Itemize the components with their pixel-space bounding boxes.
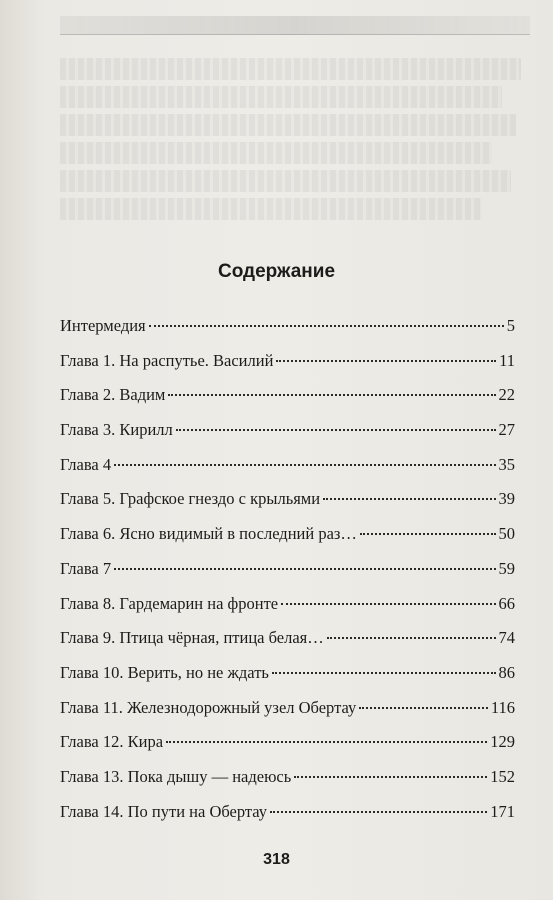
toc-entry-page: 11 (499, 350, 515, 370)
toc-entry (60, 316, 515, 351)
toc-entry-label: Глава 11. Железнодорожный узел Обертау (60, 697, 357, 717)
toc-entry-label: Глава 7 (60, 558, 112, 578)
toc-leader-dots (294, 776, 487, 778)
toc-leader-dots (360, 533, 496, 535)
toc-leader-dots (359, 707, 488, 709)
toc-entry-page: 27 (498, 420, 515, 440)
toc-entry (60, 489, 515, 524)
toc-leader-dots (272, 672, 496, 674)
toc-entry (60, 698, 515, 733)
toc-entry (60, 663, 515, 698)
toc-entry-label: Глава 9. Птица чёрная, птица белая… (60, 628, 324, 648)
toc-entry (60, 559, 515, 594)
toc-entry-page: 152 (490, 766, 515, 786)
toc-entry-label: Глава 13. Пока дышу — надеюсь (60, 766, 292, 786)
toc-leader-dots (114, 464, 495, 466)
toc-entry (60, 594, 515, 629)
toc-title: Содержание (217, 261, 336, 282)
toc-entry (60, 802, 515, 837)
toc-entry-page: 116 (490, 697, 515, 717)
toc-entry (60, 455, 515, 490)
toc-list (60, 316, 515, 836)
toc-leader-dots (276, 360, 496, 362)
toc-entry-label: Глава 8. Гардемарин на фронте (60, 593, 279, 613)
toc-entry-page: 129 (490, 732, 515, 752)
toc-entry-page: 86 (498, 662, 515, 682)
toc-leader-dots (323, 498, 495, 500)
toc-leader-dots (176, 429, 496, 431)
toc-entry-label: Глава 14. По пути на Обертау (60, 801, 268, 821)
toc-entry-label: Глава 3. Кирилл (60, 420, 173, 440)
toc-entry (60, 767, 515, 802)
toc-leader-dots (327, 637, 496, 639)
toc-entry-page: 59 (498, 558, 515, 578)
bleed-through-text (60, 0, 540, 220)
toc-leader-dots (168, 394, 495, 396)
toc-entry-label: Глава 6. Ясно видимый в последний раз… (60, 524, 357, 544)
toc-entry-page: 74 (498, 628, 515, 648)
toc-leader-dots (114, 568, 495, 570)
toc-entry (60, 385, 515, 420)
toc-leader-dots (270, 811, 487, 813)
toc-entry-page: 66 (498, 593, 515, 613)
toc-entry-page: 50 (498, 524, 515, 544)
toc-leader-dots (166, 741, 487, 743)
toc-entry (60, 732, 515, 767)
toc-entry (60, 351, 515, 386)
toc-entry-label: Глава 4 (60, 454, 112, 474)
toc-entry-page: 171 (490, 801, 515, 821)
toc-entry-page: 5 (506, 316, 515, 335)
toc-entry-page: 35 (498, 454, 515, 474)
toc-leader-dots (281, 603, 495, 605)
toc-entry (60, 628, 515, 663)
toc-entry-page: 39 (498, 489, 515, 509)
page-number: 318 (263, 851, 290, 868)
toc-leader-dots (149, 325, 504, 327)
toc-entry-page: 22 (498, 385, 515, 405)
toc-entry-label: Интермедия (60, 316, 146, 335)
toc-entry-label: Глава 10. Верить, но не ждать (60, 662, 269, 682)
toc-entry-label: Глава 5. Графское гнездо с крыльями (60, 489, 321, 509)
toc-entry (60, 420, 515, 455)
toc-entry (60, 524, 515, 559)
toc-entry-label: Глава 12. Кира (60, 732, 164, 752)
toc-entry-label: Глава 2. Вадим (60, 385, 166, 405)
toc-entry-label: Глава 1. На распутье. Василий (60, 350, 274, 370)
